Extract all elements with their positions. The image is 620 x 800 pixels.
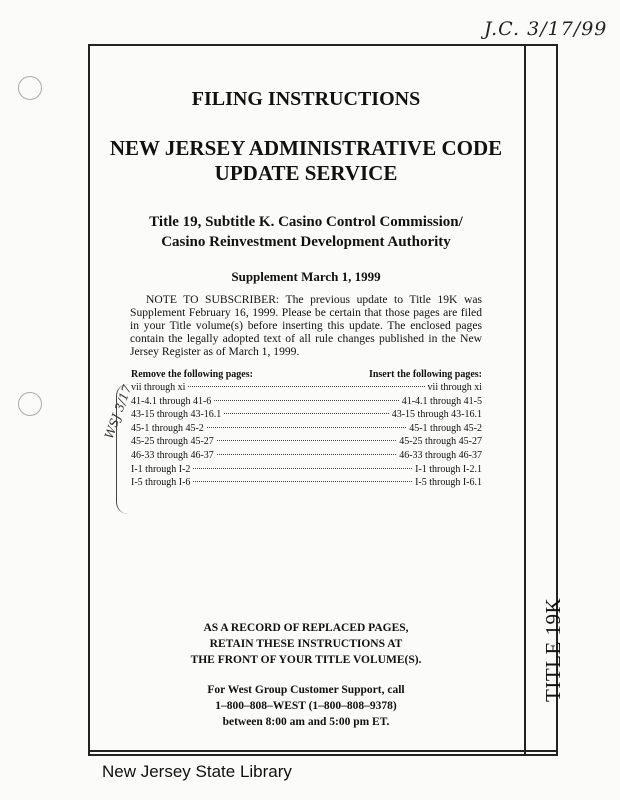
- table-row: [131, 382, 482, 396]
- page-replacement-table: [131, 369, 482, 491]
- insert-pages: 43-15 through 43-16.1: [391, 409, 482, 421]
- insert-pages: 45-25 through 45-27: [399, 436, 482, 448]
- record-instruction-line3: THE FRONT OF YOUR TITLE VOLUME(S).: [190, 654, 422, 666]
- remove-header: Remove the following pages:: [131, 369, 253, 380]
- table-row: [131, 436, 482, 450]
- support-hours: between 8:00 am and 5:00 pm ET.: [222, 716, 390, 728]
- dot-leader: [217, 454, 396, 455]
- handwritten-initials-date: J.C. 3/17/99: [484, 18, 608, 40]
- table-row: [131, 409, 482, 423]
- dot-leader: [193, 481, 412, 482]
- dot-leader: [207, 427, 406, 428]
- supplement-date: Supplement March 1, 1999: [231, 269, 381, 284]
- remove-pages: 46-33 through 46-37: [131, 449, 214, 461]
- title-tab-label: TITLE 19K: [541, 597, 565, 702]
- insert-pages: I-5 through I-6.1: [415, 477, 482, 489]
- dot-leader: [224, 413, 388, 414]
- insert-pages: vii through xi: [427, 382, 482, 393]
- page-title: FILING INSTRUCTIONS: [191, 88, 421, 110]
- service-title-line1: NEW JERSEY ADMINISTRATIVE CODE: [109, 136, 503, 160]
- dot-leader: [214, 400, 398, 401]
- insert-pages: I-1 through I-2.1: [415, 463, 482, 475]
- insert-header: Insert the following pages:: [368, 369, 482, 380]
- remove-pages: 43-15 through 43-16.1: [131, 409, 222, 421]
- support-line1: For West Group Customer Support, call: [207, 684, 405, 696]
- remove-pages: 45-1 through 45-2: [131, 422, 204, 434]
- insert-pages: 41-4.1 through 41-5: [401, 395, 482, 407]
- punch-hole: [18, 392, 42, 416]
- insert-pages: 45-1 through 45-2: [409, 422, 482, 434]
- dot-leader: [193, 468, 412, 469]
- record-instruction-line2: RETAIN THESE INSTRUCTIONS AT: [209, 638, 403, 650]
- insert-pages: 46-33 through 46-37: [399, 449, 482, 461]
- margin-handwritten-note: WSJ 3/17: [101, 383, 135, 441]
- remove-pages: vii through xi: [131, 382, 186, 393]
- library-stamp: New Jersey State Library: [102, 762, 292, 781]
- bottom-rule: [88, 750, 558, 752]
- remove-pages: 41-4.1 through 41-6: [131, 395, 212, 407]
- remove-pages: 45-25 through 45-27: [131, 436, 214, 448]
- support-phone: 1–800–808–WEST (1–800–808–9378): [215, 700, 397, 712]
- table-row: [131, 464, 482, 478]
- table-row: [131, 396, 482, 410]
- service-title-line2: UPDATE SERVICE: [214, 161, 398, 185]
- subtitle-line2: Casino Reinvestment Development Authority: [161, 234, 451, 250]
- dot-leader: [188, 386, 424, 387]
- note-to-subscriber: NOTE TO SUBSCRIBER: The previous update to Title 19K was Supplement February 16, 1999. Please be certain that those pages are filed in your Title volume(s) before inserting this update. The enclosed pages contain the legally adopted text of all rule changes published in the New Jersey Register as of March 1, 1999.: [130, 293, 482, 358]
- table-row: [131, 450, 482, 464]
- table-row: [131, 477, 482, 491]
- record-instruction-line1: AS A RECORD OF REPLACED PAGES,: [203, 622, 409, 634]
- table-row: [131, 423, 482, 437]
- table-header: [131, 369, 482, 380]
- punch-hole: [18, 76, 42, 100]
- subtitle-line1: Title 19, Subtitle K. Casino Control Commission/: [149, 214, 463, 230]
- remove-pages: I-5 through I-6: [131, 477, 191, 489]
- remove-pages: I-1 through I-2: [131, 463, 191, 475]
- tab-divider: [524, 44, 526, 756]
- dot-leader: [217, 440, 396, 441]
